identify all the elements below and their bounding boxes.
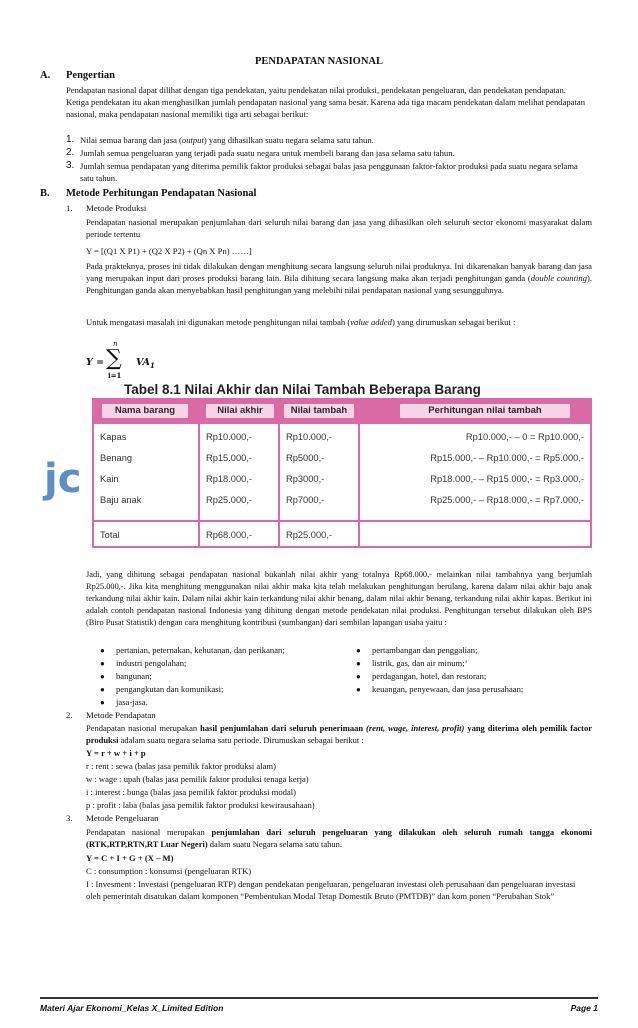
table-cell: Rp68.000,- xyxy=(206,530,252,540)
after-table-paragraph: Jadi, yang dihitung sebagai pendapatan nasional bukanlah nilai akhir yang totalnya Rp68.000,- melainkan nilai tambahnya yang berjumlah Rp25.000,-. Jika kita menghitung menggunakan nilai akhir maka kita telah melakukan penghitungan berulang, karena dalam nilai akhir baju anak terkandung nilai akhir kain. Dalam nilai akhir kain terkandung nilai akhir benang, dalam nilai akhir benang, terkandung nilai akhir kapas. Berikut ini adalah contoh pendapatan nasional Indonesia yang dihitung dengan metode pendekatan nilai produksi. Penghitungan tersebut dilakukan oleh BPS (Biro Pusat Statistik) dengan cara menghitung kontribusi (sumbangan) dari sembilan lapangan usaha yaitu : xyxy=(86,570,592,627)
method-3-paragraph: Pendapatan nasional merupakan penjumlahan dari seluruh pengeluaran yang dilakukan oleh seluruh rumah tangga ekonomi (RTK,RTP,RTN,RT Luar Negeri) dalam suatu Negara selama satu tahun. xyxy=(86,827,592,850)
method-2-line: r : rent : sewa (balas jasa pemilik faktor produksi alam) xyxy=(86,761,276,771)
value-added-table xyxy=(92,398,592,548)
list-item: ● listrik, gas, dan air minum;’ xyxy=(356,658,468,668)
method-1-formula: Y = [(Q1 X P1) + (Q2 X P2) + (Qn X Pn) ……] xyxy=(86,246,252,256)
list-item: ● pertanian, peternakan, kehutanan, dan perikanan; xyxy=(100,645,285,655)
table-cell: Rp10.000,- xyxy=(206,432,252,442)
header-nama-barang: Nama barang xyxy=(102,404,188,418)
method-2-paragraph: Pendapatan nasional merupakan hasil penjumlahan dari seluruh penerimaan (rent, wage, interest, profit) yang diterima oleh pemilik factor produksi adalam suatu negara selama satu periode. Dirumuskan sebagai berikut : xyxy=(86,723,592,746)
header-nilai-tambah: Nilai tambah xyxy=(284,404,354,418)
list-item: ● industri pengolahan; xyxy=(100,658,187,668)
footer-title: Materi Ajar Ekonomi_Kelas X_Limited Edition xyxy=(40,1003,224,1013)
table-cell: Rp10.000,- – 0 = Rp10.000,- xyxy=(465,432,584,442)
method-1-heading: 1. Metode Produksi xyxy=(66,203,147,213)
table-cell: Rp25.000,- xyxy=(286,530,332,540)
definition-item-1: 1. Nilai semua barang dan jasa (output) yang dihasilkan suatu negara selama satu tahun. xyxy=(66,134,374,145)
list-item: ● perdagangan, hotel, dan restoran; xyxy=(356,671,487,681)
footer-divider xyxy=(40,997,598,999)
method-2-line: i : interest : bunga (balas jasa pemilik faktor produksi modal) xyxy=(86,787,297,797)
method-2-formula: Y = r + w + i + p xyxy=(86,748,146,758)
table-cell: Kapas xyxy=(100,432,127,442)
table-cell: Total xyxy=(100,530,120,540)
table-cell: Rp18.000,- xyxy=(206,474,252,484)
section-b-heading: B. Metode Perhitungan Pendapatan Nasional xyxy=(40,188,257,199)
header-perhitungan: Perhitungan nilai tambah xyxy=(400,404,570,418)
definition-item-2: 2. Jumlah semua pengeluaran yang terjadi pada suatu negara untuk membeli barang dan jasa selama satu tahun. xyxy=(66,147,455,158)
table-cell: Rp18.000,- – Rp15.000,- = Rp3.000,- xyxy=(430,474,584,484)
table-cell: Rp5000,- xyxy=(286,453,325,463)
table-title: Tabel 8.1 Nilai Akhir dan Nilai Tambah Beberapa Barang xyxy=(124,382,481,397)
method-3-line: I : Invesment : Investasi (pengeluaran RTP) dengan pendekatan pengeluaran, pengeluaran investasi oleh perusahaan dan pengeluaran investasi oleh pemerintah disatukan dalam komponen “Pembentukan Modal Tetap Domestik Bruto (PMTDB)” dan kom ponen “Perubahan Stok” xyxy=(86,879,576,902)
list-item: ● keuangan, penyewaan, dan jasa perusahaan; xyxy=(356,684,524,694)
method-3-line: C : consumption : konsumsi (pengeluaran RTK) xyxy=(86,866,252,876)
table-cell: Rp15.000,- xyxy=(206,453,252,463)
method-1-paragraph-3: Untuk mengatasi masalah ini digunakan metode penghitungan nilai tambah (value added) yang dirumuskan sebagai berikut : xyxy=(86,317,516,327)
method-1-paragraph-2: Pada prakteknya, proses ini tidak dilakukan dengan menghitung secara langsung seluruh nilai produknya. Ini dikarenakan banyak barang dan jasa yang merupakan input dari proses produksi barang lain. Bila dihitung secara langsung maka akan terjadi penghitungan ganda (double counting). Penghitungan ganda akan menyebabkan hasil penghitungan yang melebihi nilai pendapatan nasional yang sesungguhnya. xyxy=(86,261,592,296)
method-1-paragraph-1: Pendapatan nasional merupakan penjumlahan dari seluruh nilai barang dan jasa yang dihasilkan oleh seluruh sector ekonomi masyarakat dalam periode tertentu xyxy=(86,217,592,240)
method-3-formula: Y = C + I + G + (X – M) xyxy=(86,853,174,863)
document-page: PENDAPATAN NASIONAL A. Pengertian Pendapatan nasional dapat dilihat dengan tiga pendekatan, yaitu pendekatan nilai produksi, pendekatan pengeluaran, dan pendekatan pendapatan. Ketiga pendekatan itu akan menghasilkan jumlah pendapatan nasional yang sama besar. Karena ada tiga macam pendekatan dalam melihat pendapatan nasional, maka pendapatan nasional memiliki tiga arti sebagai berikut: 1. Nilai semua barang dan jasa (output) yang dihasilkan suatu negara selama satu tahun. 2. Jumlah semua pengeluaran yang terjadi pada suatu negara untuk membeli barang dan jasa selama satu tahun. 3. Jumlah semua pendapatan yang diterima pemilik faktor produksi sebagai balas jasa penggunaan faktor-faktor produksi pada suatu negara selama satu tahun. B. Metode Perhitungan Pendapatan Nasional 1. Metode Produksi Pendapatan nasional merupakan penjumlahan dari seluruh nilai barang dan jasa yang dihasilkan oleh seluruh sector ekonomi masyarakat dalam periode tertentu Y = [(Q1 X P1) + (Q2 X P2) + (Qn X Pn) ……] Pada prakteknya, proses ini tidak dilakukan dengan menghitung secara langsung seluruh nilai produknya. Ini dikarenakan banyak barang dan jasa yang merupakan input dari proses produksi barang lain. Bila dihitung secara langsung maka akan terjadi penghitungan ganda (double counting). Penghitungan ganda akan menyebabkan hasil penghitungan yang melebihi nilai pendapatan nasional yang sesungguhnya. Untuk mengatasi masalah ini digunakan metode penghitungan nilai tambah (value added) yang dirumuskan sebagai berikut : n Y = ∑ $VA_1$ i=1 Tabel 8.1 Nilai Akhir dan Nilai Tambah Beberapa Barang jc Nama barang Nilai akhir Nilai tambah Perhitungan nilai tambah Kapas Rp10.000,- Rp10.000,- Rp10.000,- – 0 = Rp10.000,- Benang Rp15.000,- Rp5000,- Rp15.000,- – Rp10.000,- = Rp5.000,- Kain Rp18.000,- Rp3000,- Rp18.000,- – Rp15.000,- = Rp3.000,- Baju anak Rp25.000,- Rp7000,- Rp25.000,- – Rp18.000,- = Rp7.000,- Total Rp68.000,- Rp25.000,- Jadi, yang dihitung sebagai pendapatan nasional bukanlah nilai akhir yang totalnya Rp68.000,- melainkan nilai tambahnya yang berjumlah Rp25.000,-. Jika kita menghitung menggunakan nilai akhir maka kita telah melakukan penghitungan berulang, karena dalam nilai akhir baju anak terkandung nilai akhir kain. Dalam nilai akhir kain terkandung nilai akhir benang, dalam nilai akhir benang, terkandung nilai akhir kapas. Berikut ini adalah contoh pendapatan nasional Indonesia yang dihitung dengan metode pendekatan nilai produksi. Penghitungan tersebut dilakukan oleh BPS (Biro Pusat Statistik) dengan cara menghitung kontribusi (sumbangan) dari sembilan lapangan usaha yaitu : ● pertanian, peternakan, kehutanan, dan perikanan; ● industri pengolahan; ● bangunan; ● pengangkutan dan komunikasi; ● jasa-jasa. ● pertambangan dan penggalian; ● listrik, gas, dan air minum;’ ● perdagangan, hotel, dan restoran; ● keuangan, penyewaan, dan jasa perusahaan; 2. Metode Pendapatan Pendapatan nasional merupakan hasil penjumlahan dari seluruh penerimaan (rent, wage, interest, profit) yang diterima oleh pemilik factor produksi adalam suatu negara selama satu periode. Dirumuskan sebagai berikut : Y = r + w + i + p r : rent : sewa (balas jasa pemilik faktor produksi alam) w : wage : upah (balas jasa pemilik faktor produksi tenaga kerja) i : interest : bunga (balas jasa pemilik faktor produksi modal) p : profit : laba (balas jasa pemilik faktor produksi kewirausahaan) 3. Metode Pengeluaran Pendapatan nasional merupakan penjumlahan dari seluruh pengeluaran yang dilakukan oleh seluruh rumah tangga ekonomi (RTK,RTP,RTN,RT Luar Negeri) dalam suatu Negara selama satu tahun. Y = C + I + G + (X – M) C : consumption : konsumsi (pengeluaran RTK) I : Invesment : Investasi (pengeluaran RTP) dengan pendekatan pengeluaran, pengeluaran investasi oleh perusahaan dan pengeluaran investasi oleh pemerintah disatukan dalam komponen “Pembentukan Modal Tetap Domestik Bruto (PMTDB)” dan kom ponen “Perubahan Stok” Materi Ajar Ekonomi_Kelas X_Limited Edition Page 1 xyxy=(0,0,638,1028)
page-title: PENDAPATAN NASIONAL xyxy=(254,56,384,67)
method-2-line: p : profit : laba (balas jasa pemilik faktor produksi kewirausahaan) xyxy=(86,800,315,810)
table-cell: Benang xyxy=(100,453,133,463)
table-cell: Rp15.000,- – Rp10.000,- = Rp5.000,- xyxy=(430,453,584,463)
table-cell: Kain xyxy=(100,474,119,484)
table-cell: Rp3000,- xyxy=(286,474,325,484)
page-number: Page 1 xyxy=(570,1003,598,1013)
table-cell: Rp10.000,- xyxy=(286,432,332,442)
definition-item-3: 3. Jumlah semua pendapatan yang diterima pemilik faktor produksi sebagai balas jasa penggunaan faktor-faktor produksi pada suatu negara selama satu tahun. xyxy=(66,160,578,184)
table-cell: Rp25.000,- – Rp18.000,- = Rp7.000,- xyxy=(430,495,584,505)
method-3-heading: 3. Metode Pengeluaran xyxy=(66,813,159,823)
list-item: ● pertambangan dan penggalian; xyxy=(356,645,478,655)
method-2-line: w : wage : upah (balas jasa pemilik faktor produksi tenaga kerja) xyxy=(86,774,309,784)
watermark-logo: jc xyxy=(44,456,82,502)
section-a-paragraph: Pendapatan nasional dapat dilihat dengan tiga pendekatan, yaitu pendekatan nilai produksi, pendekatan pengeluaran, dan pendekatan pendapatan. Ketiga pendekatan itu akan menghasilkan jumlah pendapatan nasional yang sama besar. Karena ada tiga macam pendekatan dalam melihat pendapatan nasional, maka pendapatan nasional memiliki tiga arti sebagai berikut: xyxy=(66,85,585,120)
table-cell: Baju anak xyxy=(100,495,142,505)
table-cell: Rp7000,- xyxy=(286,495,325,505)
header-nilai-akhir: Nilai akhir xyxy=(206,404,274,418)
section-a-heading: A. Pengertian xyxy=(40,70,115,81)
list-item: ● pengangkutan dan komunikasi; xyxy=(100,684,224,694)
method-2-heading: 2. Metode Pendapatan xyxy=(66,710,156,720)
list-item: ● bangunan; xyxy=(100,671,152,681)
list-item: ● jasa-jasa. xyxy=(100,697,148,707)
table-cell: Rp25.000,- xyxy=(206,495,252,505)
